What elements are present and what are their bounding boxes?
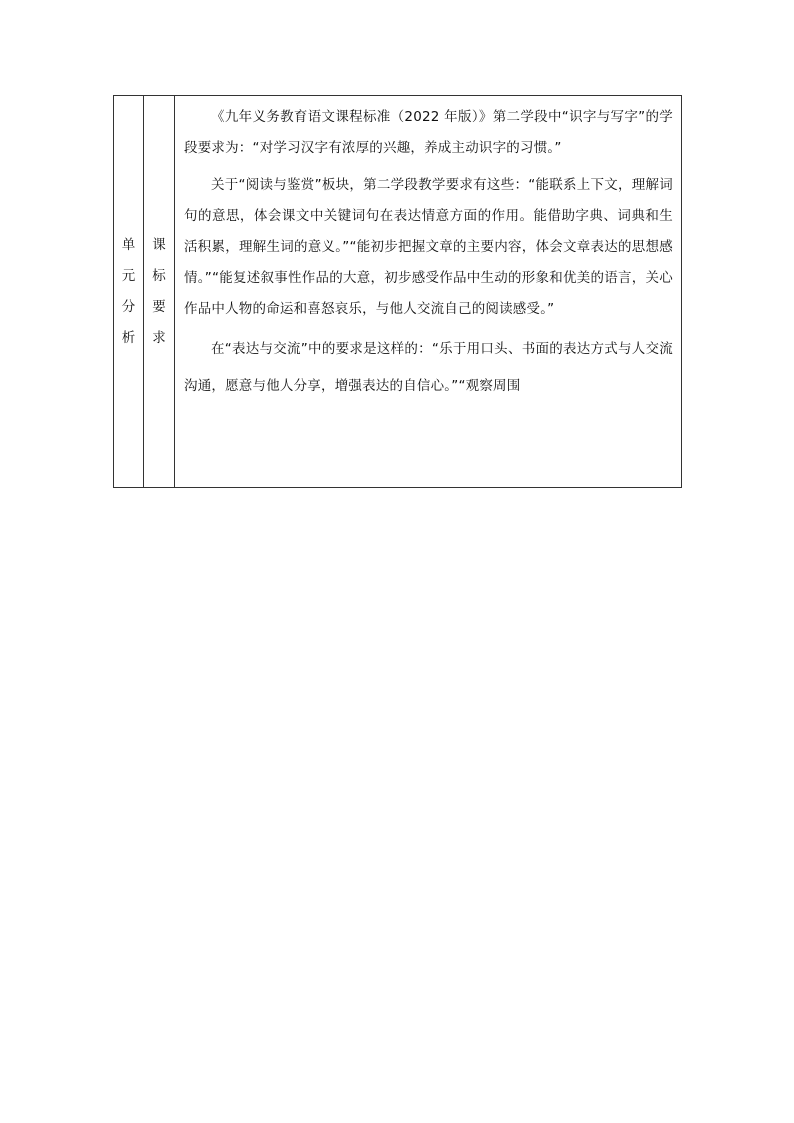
label-char: 要 <box>152 298 166 315</box>
label-char: 课 <box>152 236 166 253</box>
label-char: 析 <box>121 329 136 346</box>
label-char: 单 <box>121 236 136 253</box>
label-char: 分 <box>121 298 136 315</box>
unit-analysis-label-cell <box>114 96 144 488</box>
expression-requirement-paragraph: 在“表达与交流”中的要求是这样的：“乐于用口头、书面的表达方式与人交流沟通，愿意与他人分享，增强表达的自信心。”“观察周围 <box>184 341 673 394</box>
table-row <box>114 96 682 488</box>
curriculum-requirement-label <box>144 96 174 487</box>
label-char: 元 <box>121 267 136 284</box>
unit-analysis-table <box>113 95 682 488</box>
curriculum-requirement-label-cell <box>144 96 175 488</box>
unit-analysis-label <box>114 96 143 487</box>
requirement-content-cell <box>175 96 682 488</box>
literacy-requirement-paragraph: 《九年义务教育语文课程标准（2022 年版）》第二学段中“识字与写字”的学段要求为：“对学习汉字有浓厚的兴趣，养成主动识字的习惯。” <box>184 109 673 156</box>
label-char: 标 <box>152 267 166 284</box>
label-char: 求 <box>152 329 166 346</box>
reading-requirement-paragraph: 关于“阅读与鉴赏”板块，第二学段教学要求有这些：“能联系上下文，理解词句的意思，体会课文中关键词句在表达情意方面的作用。能借助字典、词典和生活积累，理解生词的意义。”“能初步把握文章的主要内容，体会文章表达的思想感情。”“能复述叙事性作品的大意，初步感受作品中生动的形象和优美的语言，关心作品中人物的命运和喜怒哀乐，与他人交流自己的阅读感受。” <box>184 177 673 317</box>
